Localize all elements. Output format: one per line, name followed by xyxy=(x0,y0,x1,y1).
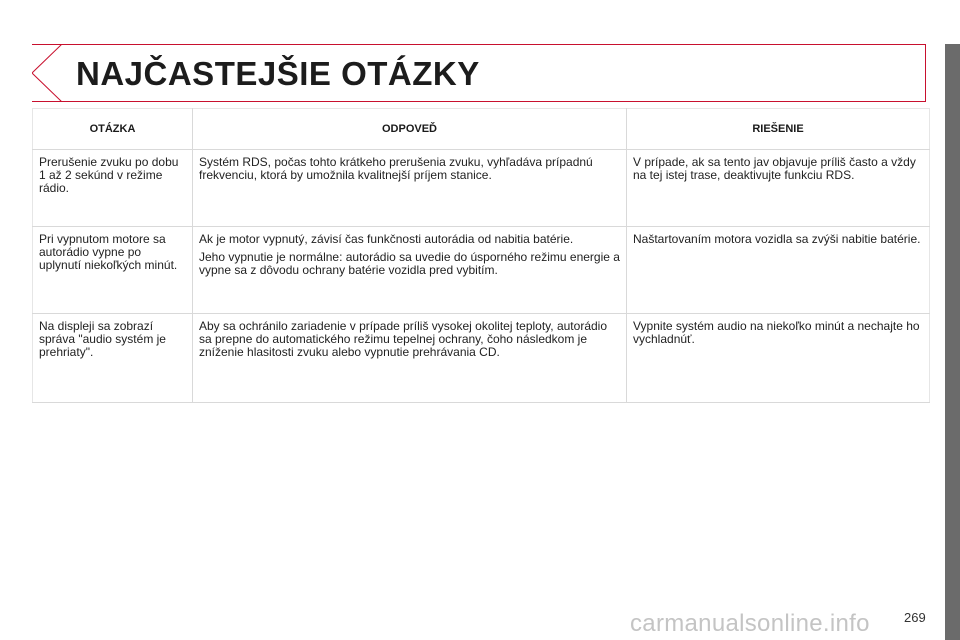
answer-paragraph: Aby sa ochránilo zariadenie v prípade príliš vysokej okolitej teploty, autorádio sa prepne do automatického režimu tepelnej ochrany, čoho následkom je zníženie hlasitosti zvuku alebo vypnutie prehrávania CD. xyxy=(199,319,607,359)
answer-paragraph: Ak je motor vypnutý, závisí čas funkčnosti autorádia od nabitia batérie. xyxy=(199,232,574,246)
question-cell: Pri vypnutom motore sa autorádio vypne po uplynutí niekoľkých minút. xyxy=(33,227,193,314)
solution-cell: Vypnite systém audio na niekoľko minút a nechajte ho vychladnúť. xyxy=(627,314,930,403)
answer-paragraph: Systém RDS, počas tohto krátkeho prerušenia zvuku, vyhľadáva prípadnú frekvenciu, ktorá by umožnila kvalitnejší príjem stanice. xyxy=(199,155,593,182)
answer-paragraph: Jeho vypnutie je normálne: autorádio sa uvedie do úsporného režimu energie a vypne sa z dôvodu ochrany batérie vozidla pred vybitím. xyxy=(199,250,620,277)
answer-cell xyxy=(193,150,627,227)
table-row xyxy=(33,150,930,227)
page-title: NAJČASTEJŠIE OTÁZKY xyxy=(76,55,480,92)
question-cell: Prerušenie zvuku po dobu 1 až 2 sekúnd v režime rádio. xyxy=(33,150,193,227)
solution-cell: Naštartovaním motora vozidla sa zvýši nabitie batérie. xyxy=(627,227,930,314)
question-cell: Na displeji sa zobrazí správa "audio systém je prehriaty". xyxy=(33,314,193,403)
watermark: carmanualsonline.info xyxy=(630,610,870,637)
column-header-question: OTÁZKA xyxy=(33,109,193,150)
solution-cell: V prípade, ak sa tento jav objavuje príliš často a vždy na tej istej trase, deaktivujte funkciu RDS. xyxy=(627,150,930,227)
table-header-row xyxy=(33,109,930,150)
table-row xyxy=(33,314,930,403)
page-number: 269 xyxy=(904,610,926,625)
answer-cell xyxy=(193,314,627,403)
faq-table xyxy=(32,108,930,403)
column-header-solution: RIEŠENIE xyxy=(627,109,930,150)
column-header-answer: ODPOVEĎ xyxy=(193,109,627,150)
answer-cell xyxy=(193,227,627,314)
page-edge-bar xyxy=(945,44,960,640)
table-row xyxy=(33,227,930,314)
